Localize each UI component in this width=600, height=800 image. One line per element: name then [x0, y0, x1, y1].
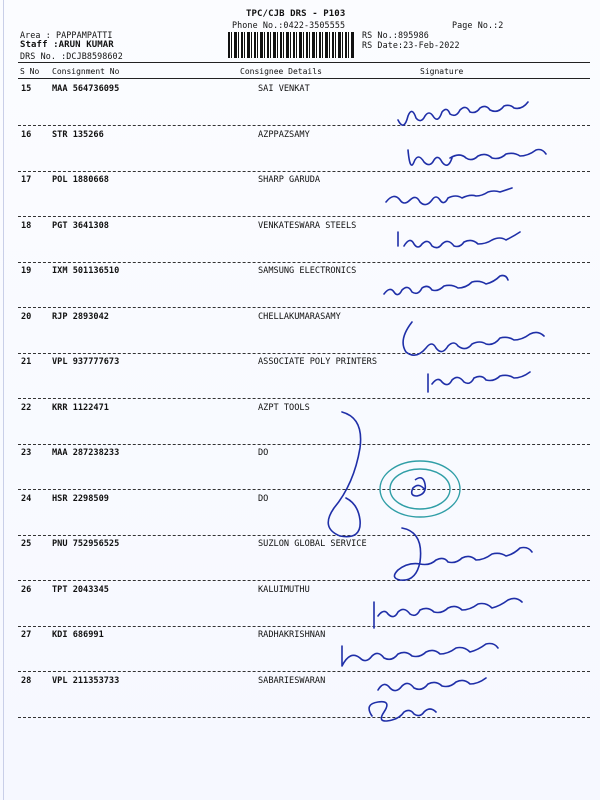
- col-consignment: Consignment No: [52, 67, 120, 76]
- row-consignment-no: MAA 564736095: [52, 84, 120, 94]
- signature-26: [374, 598, 522, 628]
- staff-field: Staff :ARUN KUMAR: [20, 40, 114, 50]
- signature-22: [328, 412, 360, 537]
- row-divider: [18, 307, 590, 308]
- drs-number: DRS No. :DCJB8598602: [20, 51, 123, 61]
- row-consignment-no: STR 135266: [52, 130, 104, 140]
- page-number: Page No.:2: [452, 20, 504, 30]
- row-divider: [18, 626, 590, 627]
- row-consignment-no: PGT 3641308: [52, 221, 109, 231]
- consignment-row: [0, 403, 600, 417]
- row-divider: [18, 398, 590, 399]
- col-signature: Signature: [420, 67, 464, 76]
- consignment-row: [0, 448, 600, 462]
- row-consignee: SAI VENKAT: [258, 84, 310, 94]
- row-divider: [18, 717, 590, 718]
- row-divider: [18, 535, 590, 536]
- row-sno: 24: [21, 494, 32, 504]
- row-divider: [18, 444, 590, 445]
- row-consignee: SABARIESWARAN: [258, 676, 326, 686]
- row-sno: 17: [21, 175, 32, 185]
- row-consignment-no: IXM 501136510: [52, 266, 120, 276]
- col-consignee: Consignee Details: [240, 67, 322, 76]
- row-consignment-no: VPL 211353733: [52, 676, 120, 686]
- signature-17: [386, 188, 512, 205]
- row-consignee: VENKATESWARA STEELS: [258, 221, 357, 231]
- row-divider: [18, 125, 590, 126]
- consignment-row: [0, 539, 600, 553]
- row-sno: 21: [21, 357, 32, 367]
- row-consignment-no: KDI 686991: [52, 630, 104, 640]
- consignment-row: [0, 221, 600, 235]
- row-consignment-no: POL 1880668: [52, 175, 109, 185]
- consignment-row: [0, 175, 600, 189]
- header-rule-bottom: [18, 78, 590, 79]
- area-field: Area : PAPPAMPATTI: [20, 30, 113, 40]
- rs-number: RS No.:895986: [362, 30, 429, 40]
- row-sno: 18: [21, 221, 32, 231]
- row-divider: [18, 171, 590, 172]
- signature-27: [342, 644, 498, 667]
- header-rule-top: [18, 62, 590, 63]
- row-consignment-no: TPT 2043345: [52, 585, 109, 595]
- row-sno: 28: [21, 676, 32, 686]
- row-consignee: CHELLAKUMARASAMY: [258, 312, 341, 322]
- signature-16: [408, 150, 546, 166]
- row-consignment-no: VPL 937777673: [52, 357, 120, 367]
- row-consignment-no: MAA 287238233: [52, 448, 120, 458]
- consignment-row: [0, 266, 600, 280]
- row-consignee: SHARP GARUDA: [258, 175, 321, 185]
- row-sno: 25: [21, 539, 32, 549]
- consignment-row: [0, 676, 600, 690]
- row-sno: 19: [21, 266, 32, 276]
- row-consignee: KALUIMUTHU: [258, 585, 310, 595]
- col-sno: S No: [20, 67, 40, 76]
- consignment-row: [0, 312, 600, 326]
- row-consignee: SUZLON GLOBAL SERVICE: [258, 539, 367, 549]
- row-divider: [18, 671, 590, 672]
- row-sno: 27: [21, 630, 32, 640]
- row-sno: 15: [21, 84, 32, 94]
- row-consignee: AZPPAZSAMY: [258, 130, 310, 140]
- row-divider: [18, 580, 590, 581]
- company-stamp: [377, 458, 463, 520]
- signature-21: [428, 372, 530, 392]
- row-divider: [18, 216, 590, 217]
- phone-number: Phone No.:0422-3505555: [232, 20, 346, 30]
- signature-20: [403, 322, 544, 355]
- row-divider: [18, 489, 590, 490]
- row-consignee: ASSOCIATE POLY PRINTERS: [258, 357, 377, 367]
- row-consignment-no: RJP 2893042: [52, 312, 109, 322]
- row-sno: 20: [21, 312, 32, 322]
- row-consignment-no: KRR 1122471: [52, 403, 109, 413]
- row-divider: [18, 262, 590, 263]
- row-sno: 22: [21, 403, 32, 413]
- consignment-row: [0, 357, 600, 371]
- barcode: [228, 32, 354, 58]
- consignment-row: [0, 84, 600, 98]
- row-consignee: AZPT TOOLS: [258, 403, 310, 413]
- row-consignee: SAMSUNG ELECTRONICS: [258, 266, 357, 276]
- row-divider: [18, 353, 590, 354]
- consignment-row: [0, 494, 600, 508]
- row-consignment-no: PNU 752956525: [52, 539, 120, 549]
- rs-date: RS Date:23-Feb-2022: [362, 40, 460, 50]
- row-sno: 16: [21, 130, 32, 140]
- sheet-title: TPC/CJB DRS - P103: [246, 9, 346, 19]
- consignment-row: [0, 585, 600, 599]
- consignment-row: [0, 130, 600, 144]
- row-consignee: RADHAKRISHNAN: [258, 630, 326, 640]
- signature-15: [398, 102, 528, 125]
- row-sno: 23: [21, 448, 32, 458]
- row-consignee: DO: [258, 494, 269, 504]
- row-sno: 26: [21, 585, 32, 595]
- consignment-row: [0, 630, 600, 644]
- row-consignee: DO: [258, 448, 269, 458]
- row-consignment-no: HSR 2298509: [52, 494, 109, 504]
